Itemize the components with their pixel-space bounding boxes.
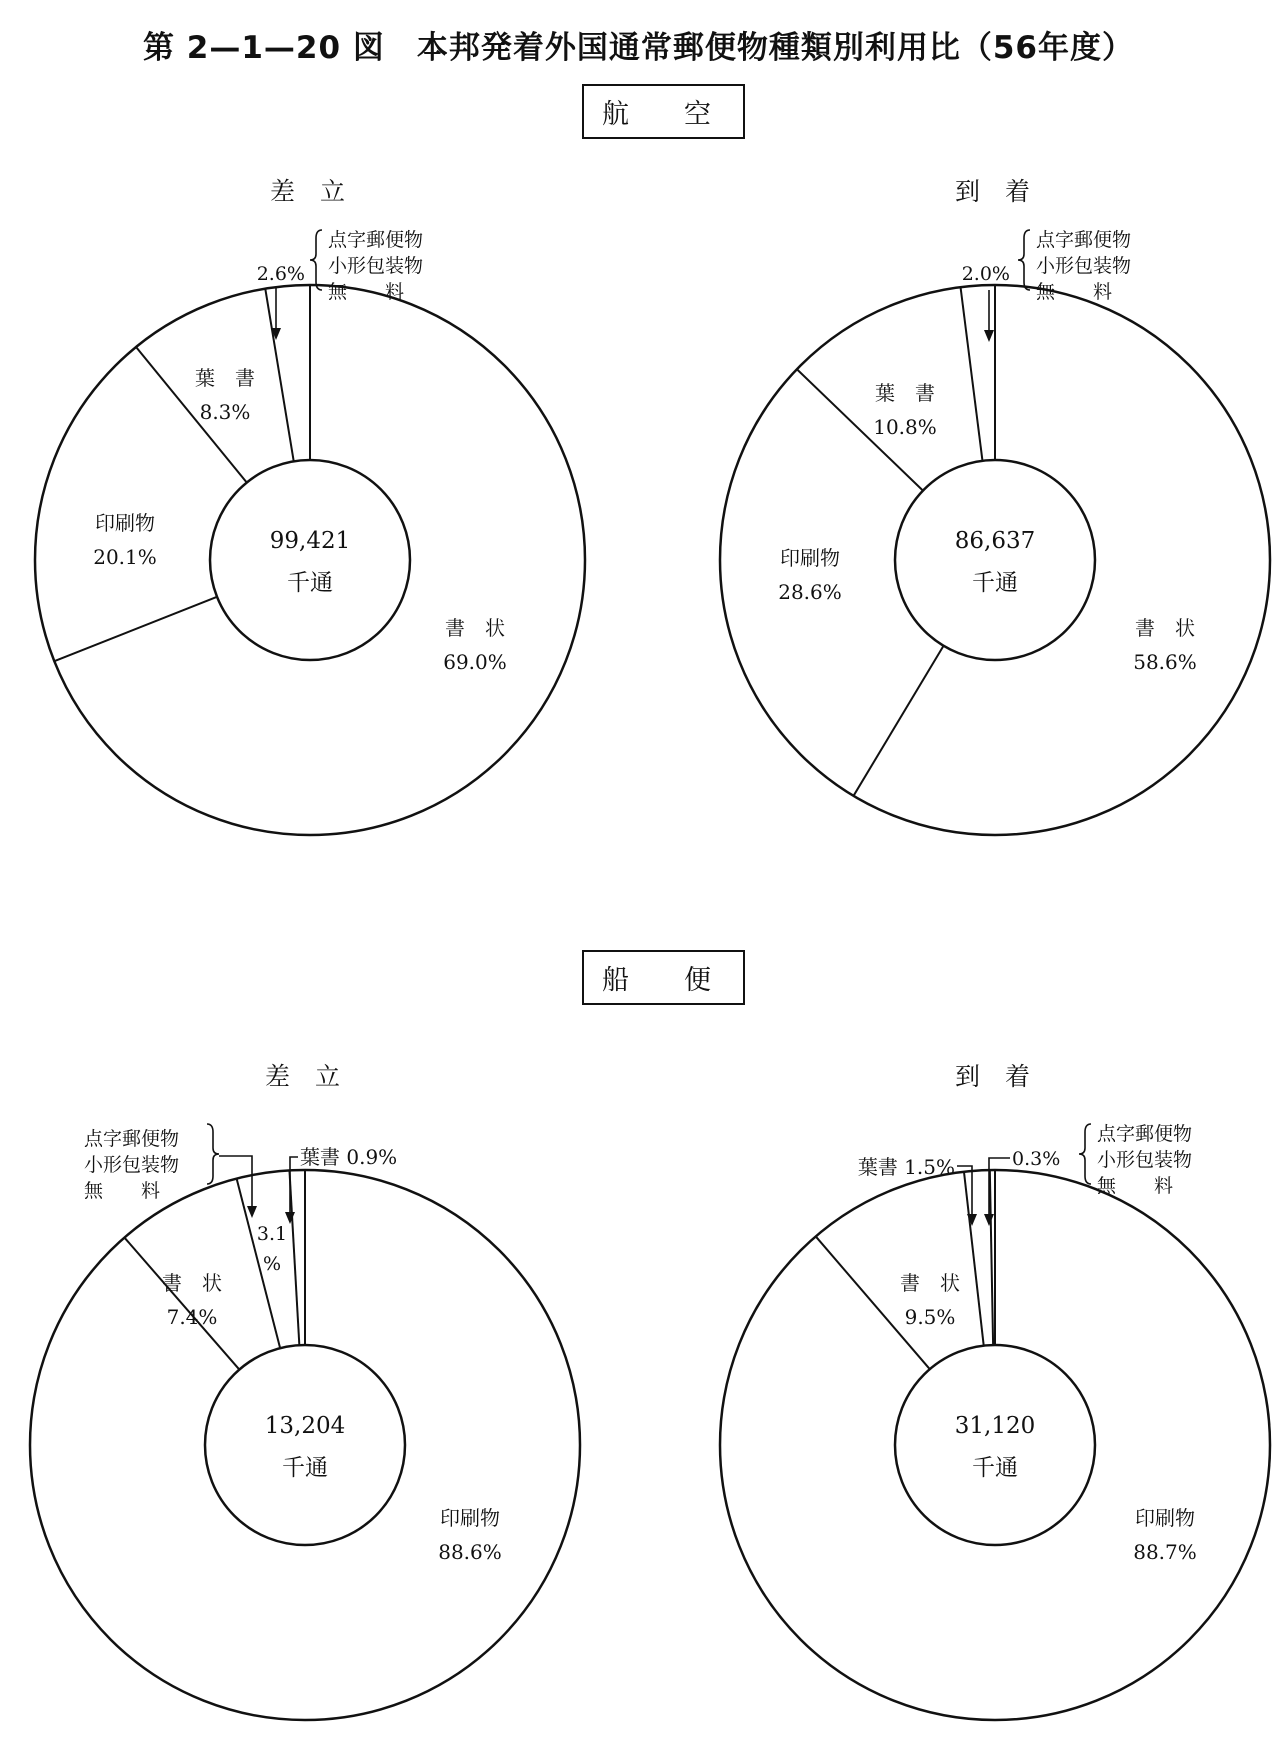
- sea-sent-slice-label-2-0: 書 状: [162, 1271, 222, 1295]
- sea-sent-center-total: 13,204: [264, 1413, 346, 1439]
- air-sent-slice-label-3-0: 書 状: [445, 616, 505, 640]
- air-sent-slice-label-3-1: 69.0%: [443, 650, 507, 674]
- air-sent-bracket: [310, 230, 322, 290]
- air-arrived-slice-label-3-0: 書 状: [1135, 616, 1195, 640]
- sea-arrived-center-total: 31,120: [954, 1413, 1036, 1439]
- air-arrived-slice-label-1-1: 10.8%: [873, 415, 937, 439]
- sea-sent-bracket: [207, 1124, 219, 1184]
- air-sent-bracket-item-0: 点字郵便物: [328, 229, 424, 251]
- sea-arrived-small-slice-pct: 0.3%: [1012, 1148, 1061, 1170]
- air-arrived-inner-circle: [895, 460, 1095, 660]
- air-sent-slice-label-2-0: 印刷物: [95, 511, 155, 535]
- air-arrived-bracket-item-2: 無 料: [1036, 281, 1113, 303]
- sea-sent-small-slice-pct: 3.1: [256, 1223, 288, 1245]
- air-arrived-slice-label-1-0: 葉 書: [875, 381, 935, 405]
- air-arrived-bracket-item-1: 小形包装物: [1036, 255, 1132, 277]
- air-sent-bracket-item-2: 無 料: [328, 281, 405, 303]
- sea-sent-small-slice-pct-unit: %: [262, 1253, 282, 1275]
- air-sent-slice-label-1-0: 葉 書: [195, 366, 255, 390]
- air-arrived-slice-label-2-0: 印刷物: [780, 546, 840, 570]
- air-sent-slice-label-1-1: 8.3%: [199, 400, 251, 424]
- sea-arrived-bracket: [1079, 1124, 1091, 1184]
- air-arrived-title: 到 着: [955, 177, 1031, 206]
- sea-sent-hagaki-label: 葉書 0.9%: [300, 1145, 398, 1169]
- air-arrived-bracket: [1018, 230, 1030, 290]
- air-arrived-center-total: 86,637: [954, 528, 1036, 554]
- air-sent-title: 差 立: [270, 177, 346, 206]
- air-sent-center-total: 99,421: [269, 528, 351, 554]
- sea-arrived-center-unit: 千通: [972, 1455, 1018, 1481]
- sea-sent-slice-label-3-0: 印刷物: [440, 1506, 500, 1530]
- sea-arrived-hagaki-label: 葉書 1.5%: [857, 1155, 955, 1179]
- sea-sent-inner-circle: [205, 1345, 405, 1545]
- sea-sent-slice-label-2-1: 7.4%: [166, 1305, 218, 1329]
- air-arrived-bracket-item-0: 点字郵便物: [1036, 229, 1132, 251]
- sea-arrived-slice-label-3-1: 88.7%: [1133, 1540, 1197, 1564]
- sea-sent-bracket-item-1: 小形包装物: [84, 1154, 180, 1176]
- air-arrived-slice-label-2-1: 28.6%: [778, 580, 842, 604]
- sea-sent-slice-label-3-1: 88.6%: [438, 1540, 502, 1564]
- sea-arrived-inner-circle: [895, 1345, 1095, 1545]
- air-arrived-slice-label-3-1: 58.6%: [1133, 650, 1197, 674]
- sea-arrived-bracket-item-1: 小形包装物: [1097, 1149, 1193, 1171]
- sea-arrived-slice-label-2-0: 書 状: [900, 1271, 960, 1295]
- section-label-air: 航 空: [582, 84, 745, 139]
- sea-sent-title: 差 立: [265, 1062, 341, 1091]
- section-label-sea: 船 便: [582, 950, 745, 1005]
- sea-sent-bracket-item-2: 無 料: [84, 1180, 161, 1202]
- air-sent-slice-label-2-1: 20.1%: [93, 545, 157, 569]
- air-arrived-center-unit: 千通: [972, 570, 1018, 596]
- sea-arrived-bracket-item-2: 無 料: [1097, 1175, 1174, 1197]
- sea-arrived-slice-label-3-0: 印刷物: [1135, 1506, 1195, 1530]
- sea-arrived-slice-label-2-1: 9.5%: [904, 1305, 956, 1329]
- sea-arrived-title: 到 着: [955, 1062, 1031, 1091]
- air-sent-center-unit: 千通: [287, 570, 333, 596]
- air-sent-bracket-item-1: 小形包装物: [328, 255, 424, 277]
- sea-sent-bracket-item-0: 点字郵便物: [84, 1128, 180, 1150]
- air-arrived-small-slice-pct: 2.0%: [961, 263, 1010, 285]
- air-sent-small-slice-pct: 2.6%: [256, 263, 305, 285]
- sea-sent-center-unit: 千通: [282, 1455, 328, 1481]
- air-sent-inner-circle: [210, 460, 410, 660]
- figure-title: 第 2—1—20 図 本邦発着外国通常郵便物種類別利用比（56年度）: [142, 30, 1134, 66]
- sea-arrived-bracket-item-0: 点字郵便物: [1097, 1123, 1193, 1145]
